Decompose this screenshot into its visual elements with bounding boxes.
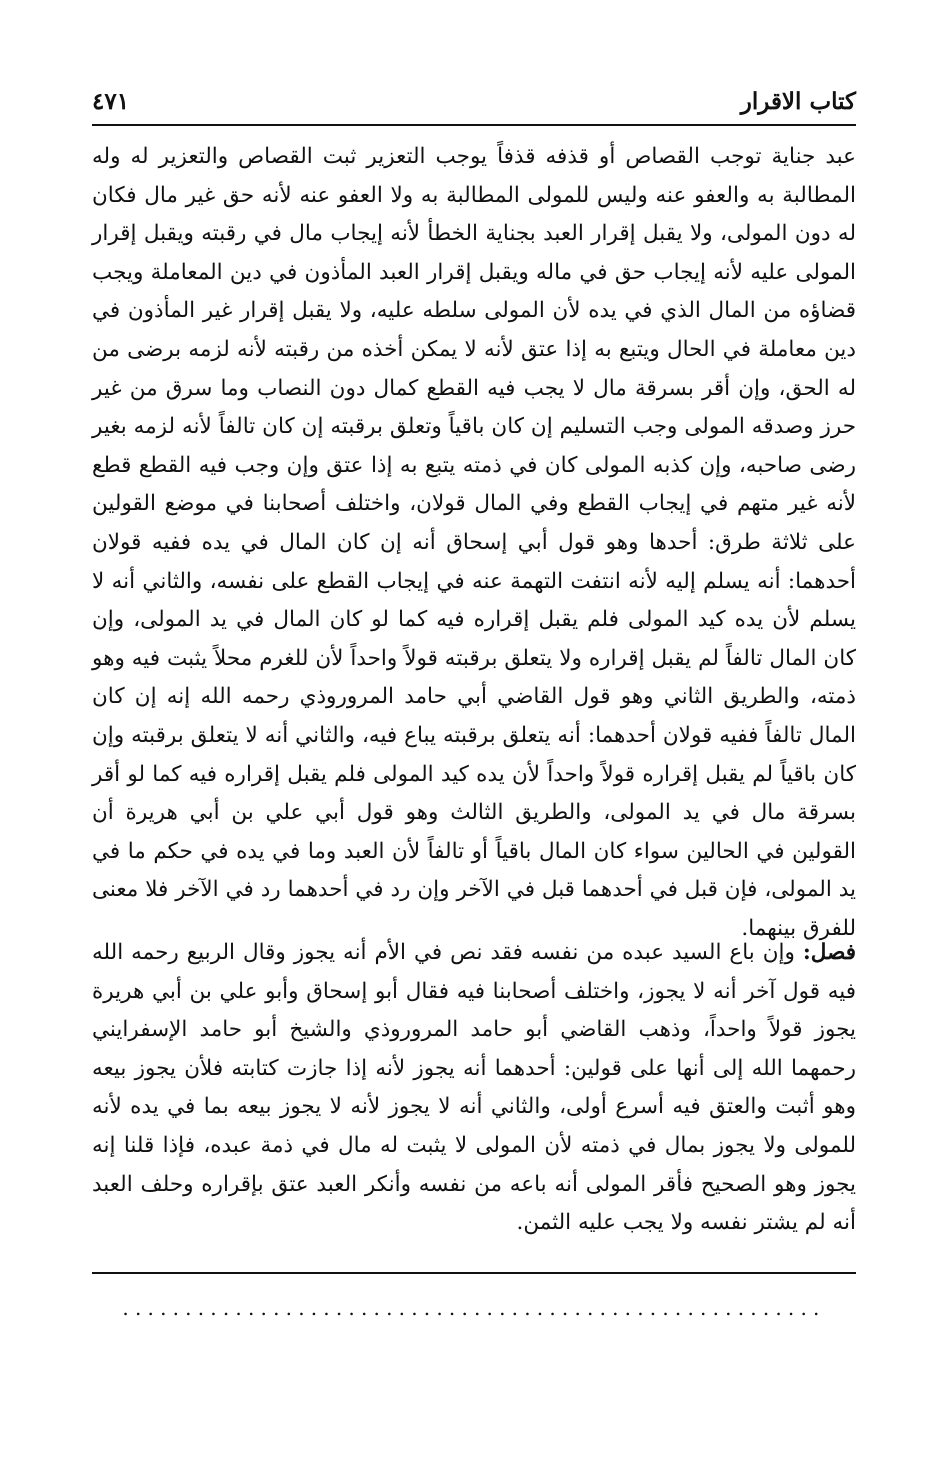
paragraph-2-text: وإن باع السيد عبده من نفسه فقد نص في الأم أنه يجوز وقال الربيع رحمه الله فيه قول آخر أنه لا يجوز، واختلف أصحابنا فيه فقال أبو إسحاق وأبو علي بن أبي هريرة يجوز قولاً واحداً، وذهب القاضي أبو حامد المروروذي والشيخ أبو حامد الإسفرايني رحمهما الله إلى أنها على قولين: أحدهما أنه يجوز لأنه إذا جازت كتابته فلأن يجوز بيعه وهو أثبت والعتق فيه أسرع أولى، والثاني أنه لا يجوز لأنه لا يجوز بيعه بما في يده لأنه للمولى ولا يجوز بمال في ذمته لأن المولى لا يثبت له مال في ذمة عبده، فإذا قلنا إنه يجوز وهو الصحيح فأقر المولى أنه باعه من نفسه وأنكر العبد عتق بإقراره وحلف العبد أنه لم يشتر نفسه ولا يجب عليه الثمن.	[92, 940, 857, 1236]
main-text	[92, 138, 857, 1236]
footnote-dots: ........................................................	[122, 1296, 826, 1320]
running-header	[92, 84, 856, 126]
paragraph-1-text: عبد جناية توجب القصاص أو قذفه قذفاً يوجب التعزير ثبت القصاص والتعزير له وله المطالبة به والعفو عنه وليس للمولى المطالبة به ولا العفو عنه لأنه حق غير مال فكان له دون المولى، ولا يقبل إقرار العبد بجناية الخطأ لأنه إيجاب مال في رقبته ويقبل إقرار المولى عليه لأنه إيجاب حق في ماله ويقبل إقرار العبد المأذون في دين المعاملة ويجب قضاؤه من المال الذي في يده لأن المولى سلطه عليه، ولا يقبل إقرار غير المأذون في دين معاملة في الحال ويتبع به إذا عتق لأنه لا يمكن أخذه من رقبته لأنه لزمه برضى من له الحق، وإن أقر بسرقة مال لا يجب فيه القطع كمال دون النصاب وما سرق من غير حرز وصدقه المولى وجب التسليم إن كان باقياً وتعلق برقبته إن كان تالفاً لأنه لزمه بغير رضى صاحبه، وإن كذبه المولى كان في ذمته يتبع به إذا عتق وإن وجب فيه القطع قطع لأنه غير متهم في إيجاب القطع وفي المال قولان، واختلف أصحابنا في موضع القولين على ثلاثة طرق: أحدها وهو قول أبي إسحاق أنه إن كان المال في يده ففيه قولان أحدهما: أنه يسلم إليه لأنه انتفت التهمة عنه في إيجاب القطع على نفسه، والثاني أنه لا يسلم لأن يده كيد المولى فلم يقبل إقراره فيه كما لو كان المال في يد المولى، وإن كان المال تالفاً لم يقبل إقراره ولا يتعلق برقبته قولاً واحداً لأن للغرم محلاً يثبت فيه وهو ذمته، والطريق الثاني وهو قول القاضي أبي حامد المروروذي رحمه الله إنه إن كان المال تالفاً ففيه قولان أحدهما: أنه يتعلق برقبته يباع فيه، والثاني أنه لا يتعلق برقبته وإن كان باقياً لم يقبل إقراره قولاً واحداً لأن يده كيد المولى فلم يقبل إقراره فيه كما لو أقر بسرقة مال في يد المولى، والطريق الثالث وهو قول أبي علي بن أبي هريرة أن القولين في الحالين سواء كان المال باقياً أو تالفاً لأن العبد وما في يده في حكم ما في يد المولى، فإن قبل في أحدهما قبل في الآخر وإن رد في أحدهما رد في الآخر فلا معنى للفرق بينهما.	[92, 144, 856, 941]
paragraph-2	[92, 934, 856, 1244]
paragraph-1	[92, 138, 856, 941]
page-number: ٤٧١	[92, 88, 130, 115]
chapter-title: كتاب الاقرار	[740, 88, 856, 115]
footer-divider	[92, 1272, 856, 1274]
section-label: فصل:	[802, 940, 857, 965]
